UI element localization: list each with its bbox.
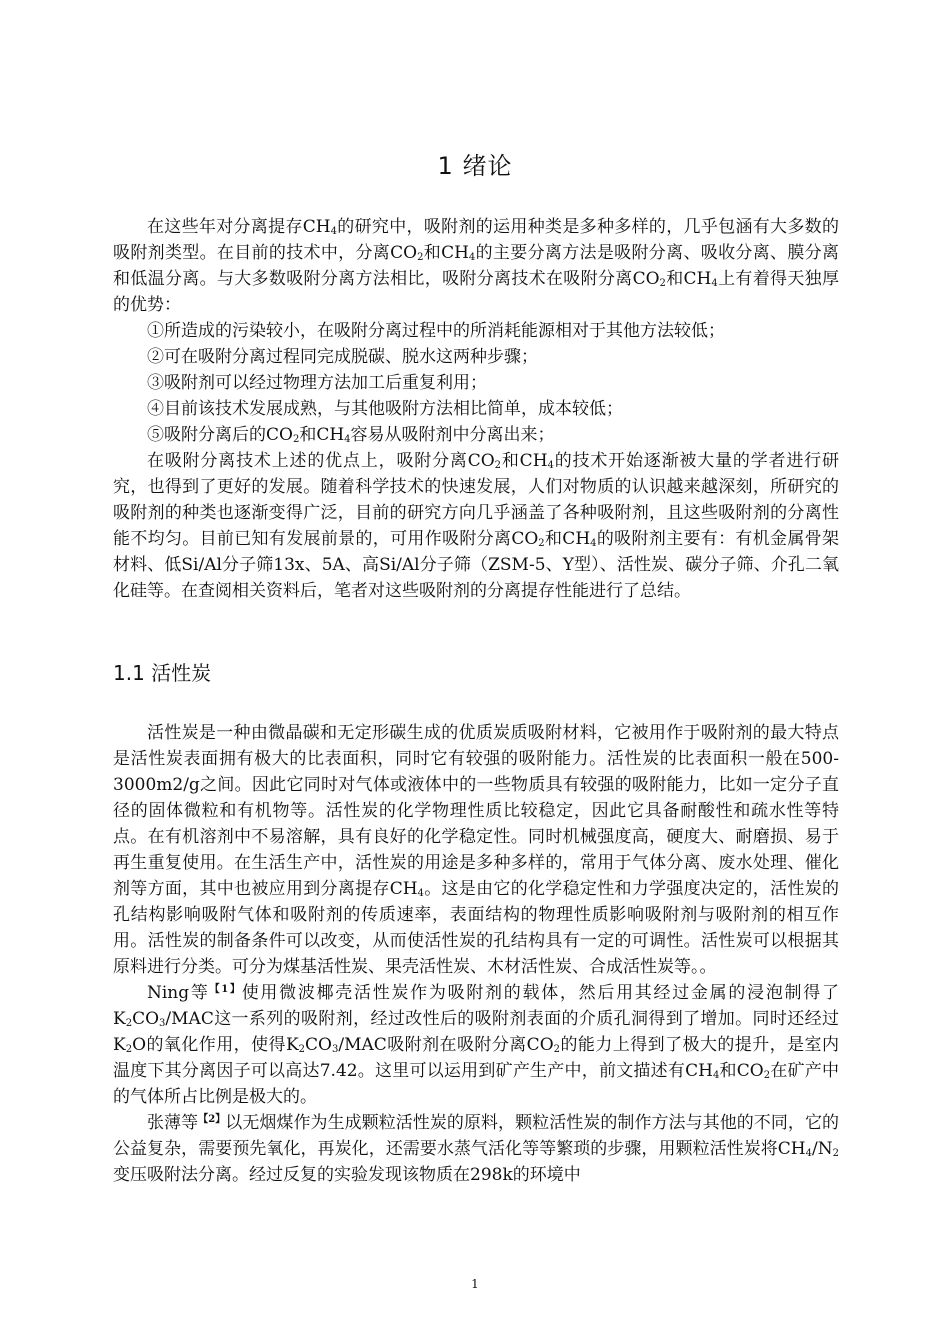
- section-block: [113, 720, 839, 1188]
- section-title: 1.1 活性炭: [113, 661, 212, 685]
- list-item: ①所造成的污染较小，在吸附分离过程中的所消耗能源相对于其他方法较低；: [147, 321, 725, 341]
- page-number: 1: [471, 1277, 479, 1291]
- intro-paragraph-1: 在这些年对分离提存$CH_4$的研究中，吸附剂的运用种类是多种多样的，几乎包涵有大多数的吸附剂类型。在目前的技术中，分离$CO_2$和$CH_4$的主要分离方法是吸附分离、吸收分离、膜分离和低温分离。与大多数吸附分离方法相比，吸附分离技术在吸附分离$CO_2$和$CH_4$上有着得天独厚的优势：: [113, 217, 840, 315]
- chapter-title: 1 绪论: [437, 152, 513, 180]
- citation-ref: 【1】: [209, 984, 242, 995]
- list-item: ④目前该技术发展成熟，与其他吸附方法相比简单，成本较低；: [147, 399, 623, 419]
- list-item: ⑤吸附分离后的$CO_2$和$CH_4$容易从吸附剂中分离出来；: [147, 425, 555, 445]
- section-paragraph-2: Ning等$^{【1】}$使用微波椰壳活性炭作为吸附剂的载体，然后用其经过金属的浸泡制得了$K_2CO_3$/MAC这一系列的吸附剂，经过改性后的吸附剂表面的介质孔洞得到了增加。同时还经过$K_2O$的氧化作用，使得$K_2CO_3$/MAC吸附剂在吸附分离$CO_2$的能力上得到了极大的提升，是室内温度下其分离因子可以高达7.42。这里可以运用到矿产生产中，前文描述有$CH_4$和$CO_2$在矿产中的气体所占比例是极大的。: [113, 983, 839, 1107]
- list-item: ③吸附剂可以经过物理方法加工后重复利用；: [147, 373, 487, 393]
- citation-ref: 【2】: [198, 1114, 226, 1125]
- section-paragraph-3: 张薄等$^{【2】}$以无烟煤作为生成颗粒活性炭的原料，颗粒活性炭的制作方法与其他的不同，它的公益复杂，需要预先氧化，再炭化，还需要水蒸气活化等等繁琐的步骤，用颗粒活性炭将$CH_4/N_2$变压吸附法分离。经过反复的实验发现该物质在298k的环境中: [113, 1113, 839, 1185]
- section-paragraph-1: 活性炭是一种由微晶碳和无定形碳生成的优质炭质吸附材料，它被用作于吸附剂的最大特点是活性炭表面拥有极大的比表面积，同时它有较强的吸附能力。活性炭的比表面积一般在500-3000m2/g之间。因此它同时对气体或液体中的一些物质具有较强的吸附能力，比如一定分子直径的固体微粒和有机物等。活性炭的化学物理性质比较稳定，因此它具备耐酸性和疏水性等特点。在有机溶剂中不易溶解，具有良好的化学稳定性。同时机械强度高，硬度大、耐磨损、易于再生重复使用。在生活生产中，活性炭的用途是多种多样的，常用于气体分离、废水处理、催化剂等方面，其中也被应用到分离提存$CH_4$。这是由它的化学稳定性和力学强度决定的，活性炭的孔结构影响吸附气体和吸附剂的传质速率，表面结构的物理性质影响吸附剂与吸附剂的相互作用。活性炭的制备条件可以改变，从而使活性炭的孔结构具有一定的可调性。活性炭可以根据其原料进行分类。可分为煤基活性炭、果壳活性炭、木材活性炭、合成活性炭等。。: [113, 723, 839, 977]
- intro-paragraph-2: 在吸附分离技术上述的优点上，吸附分离$CO_2$和$CH_4$的技术开始逐渐被大量的学者进行研究，也得到了更好的发展。随着科学技术的快速发展，人们对物质的认识越来越深刻，所研究的吸附剂的种类也逐渐变得广泛，目前的研究方向几乎涵盖了各种吸附剂，且这些吸附剂的分离性能不均匀。目前已知有发展前景的，可用作吸附分离$CO_2$和$CH_4$的吸附剂主要有：有机金属骨架材料、低Si/Al分子筛13x、5A、高Si/Al分子筛（ZSM-5、Y型）、活性炭、碳分子筛、介孔二氧化硅等。在查阅相关资料后，笔者对这些吸附剂的分离提存性能进行了总结。: [113, 451, 840, 601]
- intro-block: [113, 214, 839, 604]
- list-item: ②可在吸附分离过程同完成脱碳、脱水这两种步骤；: [147, 347, 538, 367]
